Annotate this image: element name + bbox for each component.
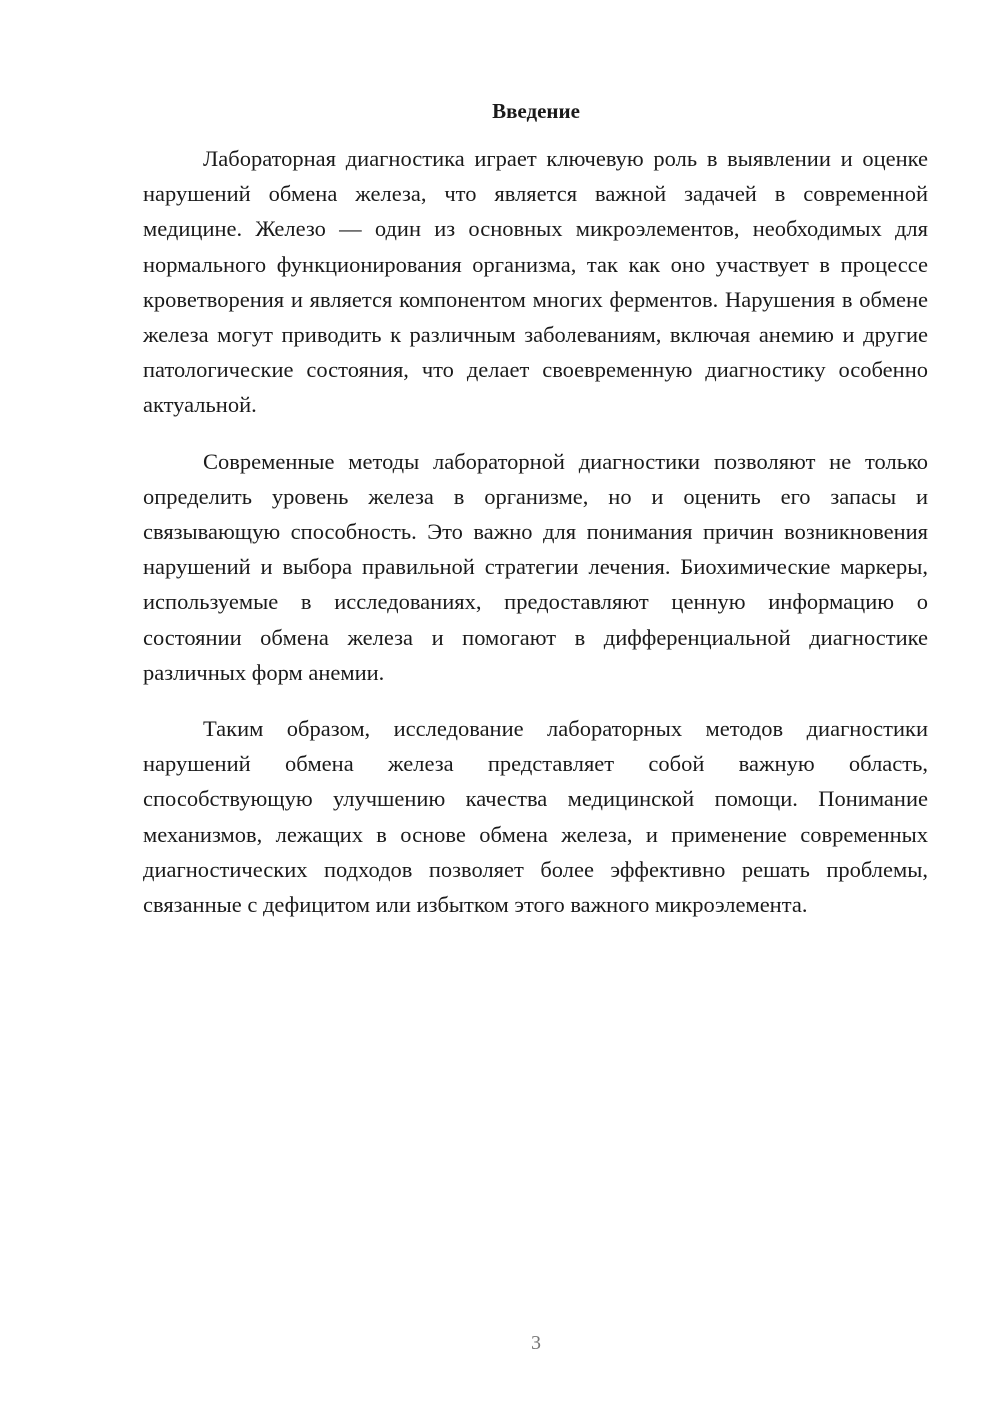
page-title: Введение <box>492 99 580 123</box>
body-text <box>143 141 928 943</box>
paragraph-1: Лабораторная диагностика играет ключевую роль в выявлении и оценке нарушений обмена железа, что является важной задачей в современной медицине. Железо — один из основных микроэлементов, необходимых для нормального функционирования организма, так как оно участвует в процессе кроветворения и является компонентом многих ферментов. Нарушения в обмене железа могут приводить к различным заболеваниям, включая анемию и другие патологические состояния, что делает своевременную диагностику особенно актуальной. <box>143 146 928 418</box>
paragraph-2: Современные методы лабораторной диагностики позволяют не только определить уровень железа в организме, но и оценить его запасы и связывающую способность. Это важно для понимания причин возникновения нарушений и выбора правильной стратегии лечения. Биохимические маркеры, используемые в исследованиях, предоставляют ценную информацию о состоянии обмена железа и помогают в дифференциальной диагностике различных форм анемии. <box>143 448 928 685</box>
page-number: 3 <box>531 1332 541 1354</box>
paragraph-3: Таким образом, исследование лабораторных методов диагностики нарушений обмена железа представляет собой важную область, способствующую улучшению качества медицинской помощи. Понимание механизмов, лежащих в основе обмена железа, и применение современных диагностических подходов позволяет более эффективно решать проблемы, связанные с дефицитом или избытком этого важного микроэлемента. <box>143 716 928 918</box>
